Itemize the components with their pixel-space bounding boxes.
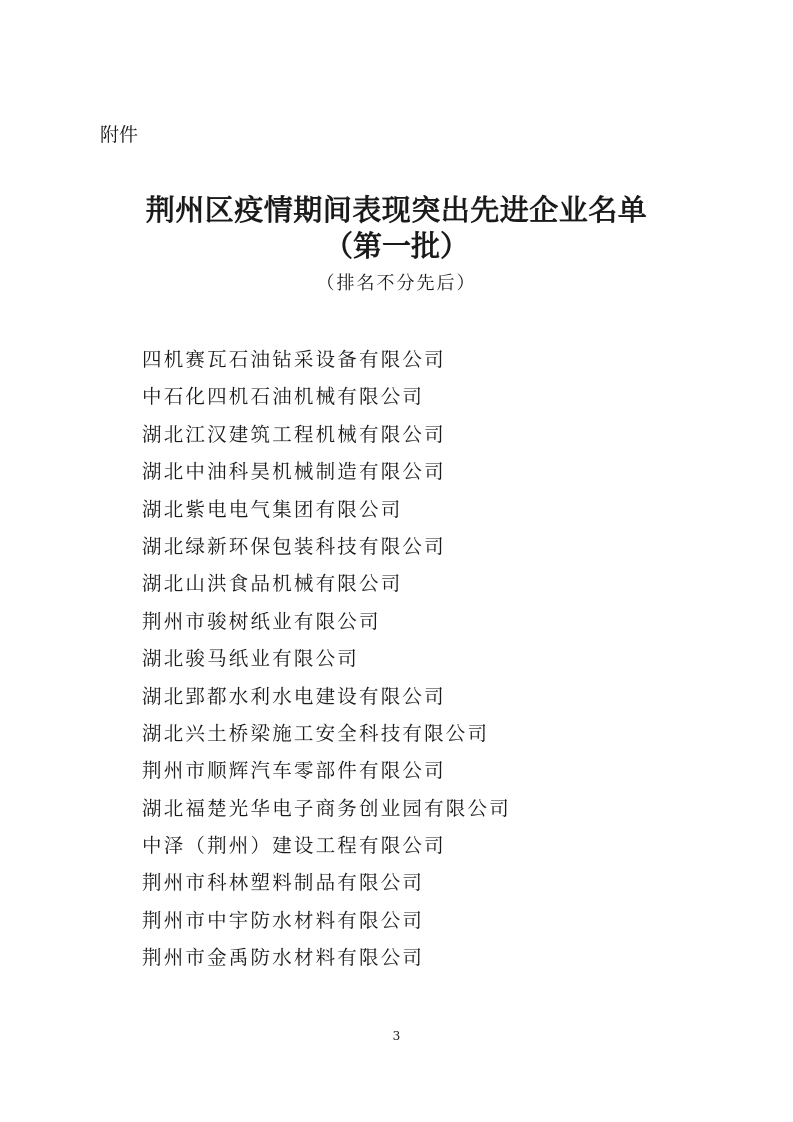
list-item: 荆州市科林塑料制品有限公司	[142, 871, 425, 895]
list-item: 荆州市顺辉汽车零部件有限公司	[142, 759, 446, 783]
list-item: 荆州市骏树纸业有限公司	[142, 609, 381, 633]
ranking-note: （排名不分先后）	[316, 273, 477, 294]
attachment-label: 附件	[100, 124, 139, 146]
company-list	[142, 344, 511, 980]
document-title: 荆州区疫情期间表现突出先进企业名单	[145, 193, 648, 227]
list-item: 湖北紫电电气集团有限公司	[142, 497, 403, 521]
list-item: 湖北江汉建筑工程机械有限公司	[142, 422, 446, 446]
page-number: 3	[392, 1029, 401, 1043]
list-item: 荆州市中宇防水材料有限公司	[142, 908, 425, 932]
list-item: 中石化四机石油机械有限公司	[142, 385, 425, 409]
document-subtitle: （第一批）	[323, 229, 469, 263]
list-item: 荆州市金禹防水材料有限公司	[142, 946, 425, 970]
list-item: 湖北绿新环保包装科技有限公司	[142, 534, 446, 558]
list-item: 湖北山洪食品机械有限公司	[142, 572, 403, 596]
list-item: 湖北郢都水利水电建设有限公司	[142, 684, 446, 708]
list-item: 湖北福楚光华电子商务创业园有限公司	[142, 796, 511, 820]
list-item: 湖北中油科昊机械制造有限公司	[142, 460, 446, 484]
list-item: 湖北兴土桥梁施工安全科技有限公司	[142, 721, 490, 745]
list-item: 湖北骏马纸业有限公司	[142, 647, 360, 671]
list-item: 中泽（荆州）建设工程有限公司	[142, 834, 446, 858]
list-item: 四机赛瓦石油钻采设备有限公司	[142, 348, 446, 371]
